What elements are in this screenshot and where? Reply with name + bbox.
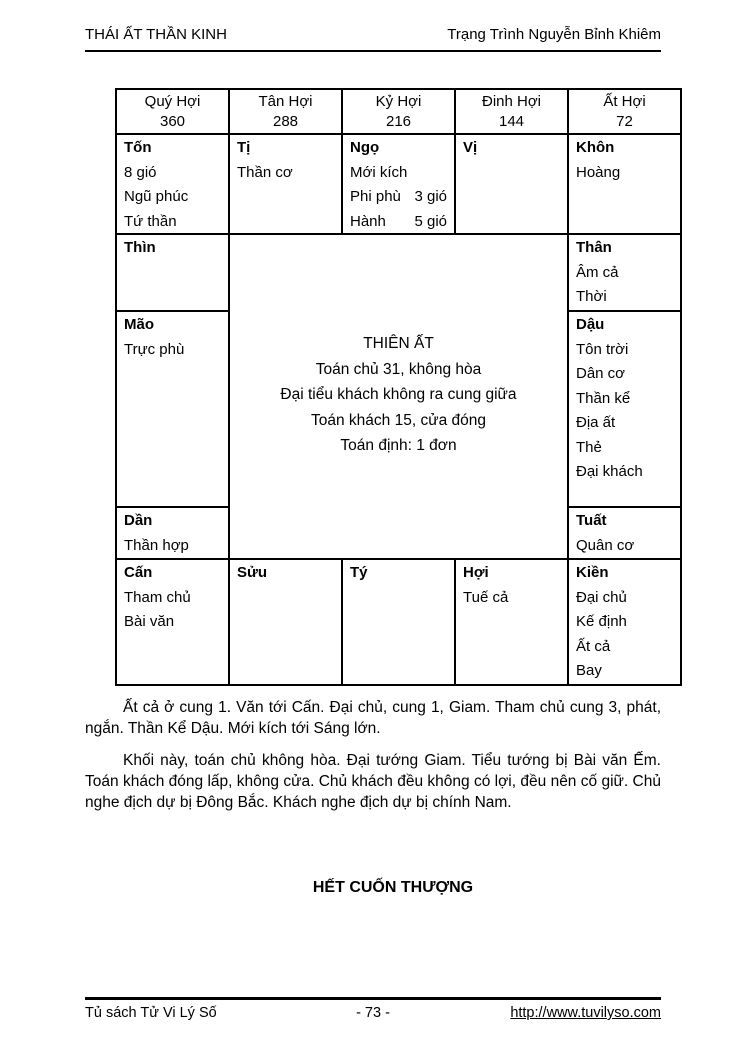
header-cell-value: 144: [498, 113, 525, 130]
palace-label: Dậu: [576, 316, 605, 333]
cell-line: Hoàng: [576, 163, 621, 181]
divination-table: [115, 88, 682, 686]
header-cell-value: 288: [272, 113, 299, 130]
table-header-cell: [456, 90, 567, 133]
header-cell-value: 72: [616, 113, 633, 130]
cell-line: Đại chủ: [576, 588, 627, 606]
header-cell-value: 216: [385, 113, 412, 130]
interpretation-text: [85, 697, 661, 813]
cell-line: Thời: [576, 288, 607, 305]
palace-cell-hoi: [456, 560, 567, 684]
cell-line: Tôn trời: [576, 340, 629, 358]
cell-line: Thẻ: [576, 438, 602, 456]
header-cell-value: 360: [159, 113, 186, 130]
palace-label: Tốn: [124, 139, 152, 156]
palace-label: Thân: [576, 239, 612, 256]
table-header-cell: [117, 90, 228, 133]
cell-line: Đại khách: [576, 463, 643, 480]
palace-cell-khon: [569, 135, 680, 233]
cell-line-pair: [350, 185, 447, 210]
cell-line-pair: [350, 210, 447, 234]
center-line: Toán khách 15, cửa đóng: [311, 411, 486, 429]
cell-line: Tứ thần: [124, 212, 177, 230]
palace-cell-can: [117, 560, 228, 684]
palace-cell-ton: [117, 135, 228, 233]
page-header: [85, 26, 661, 52]
center-summary-cell: [230, 235, 567, 558]
header-author: Trạng Trình Nguyễn Bỉnh Khiêm: [447, 26, 661, 43]
cell-line: Kế định: [576, 613, 627, 630]
cell-line: Quân cơ: [576, 536, 635, 554]
pair-name: Hành: [350, 212, 386, 230]
palace-label: Ngọ: [350, 139, 380, 156]
header-book-title: THÁI ẤT THẦN KINH: [85, 26, 227, 43]
cell-line: Bay: [576, 662, 602, 679]
header-cell-title: Tân Hợi: [258, 93, 313, 110]
palace-label: Tý: [350, 564, 368, 581]
palace-label: Vị: [463, 139, 478, 156]
cell-line: Địa ất: [576, 414, 616, 431]
pair-name: Phi phù: [350, 188, 401, 205]
footer-library-name: Tủ sách Tử Vi Lý Số: [85, 1005, 217, 1021]
cell-line: 8 gió: [124, 163, 157, 181]
page-number: - 73 -: [356, 1005, 390, 1021]
pair-value: 5 gió: [414, 212, 447, 230]
cell-line: Bài văn: [124, 613, 175, 630]
table-header-cell: [569, 90, 680, 133]
palace-cell-vi: [456, 135, 567, 233]
cell-line: Ất cả: [576, 637, 611, 655]
table-header-cell: [230, 90, 341, 133]
cell-line: Mới kích: [350, 163, 408, 181]
paragraph: Khối này, toán chủ không hòa. Đại tướng Giam. Tiểu tướng bị Bài văn Ếm. Toán khách đóng lấp, không cửa. Chủ khách đều không có lợi, đều nên cố giữ. Chủ nghe địch dự bị Đông Bắc. Khách nghe địch dự bị chính Nam.: [85, 752, 661, 811]
palace-cell-mao: [117, 312, 228, 506]
cell-line: Dân cơ: [576, 365, 626, 382]
header-cell-title: Đinh Hợi: [481, 93, 542, 110]
cell-line: Ngũ phúc: [124, 188, 189, 205]
palace-cell-suu: [230, 560, 341, 684]
palace-label: Kiền: [576, 564, 609, 581]
header-cell-title: Kỷ Hợi: [375, 93, 422, 110]
palace-cell-tuat: [569, 508, 680, 558]
palace-cell-than: [569, 235, 680, 310]
palace-label: Hợi: [463, 564, 489, 581]
palace-cell-thin: [117, 235, 228, 310]
palace-cell-ty: [343, 560, 454, 684]
cell-line: Tuế cả: [463, 588, 509, 606]
center-line: Toán chủ 31, không hòa: [315, 360, 482, 378]
right-palace-column: [569, 235, 680, 558]
palace-label: Mão: [124, 316, 154, 333]
table-header-cell: [343, 90, 454, 133]
center-line: Toán định: 1 đơn: [340, 437, 457, 454]
cell-line: Thần cơ: [237, 163, 293, 181]
palace-label: Khôn: [576, 139, 615, 156]
cell-line: Tham chủ: [124, 588, 191, 606]
header-cell-title: Quý Hợi: [144, 93, 201, 110]
header-cell-title: Ất Hợi: [603, 93, 646, 110]
palace-cell-kien: [569, 560, 680, 684]
footer-website-link[interactable]: http://www.tuvilyso.com: [510, 1005, 661, 1021]
palace-label: Cấn: [124, 564, 153, 581]
palace-label: Tị: [237, 139, 251, 156]
center-line: Đại tiểu khách không ra cung giữa: [280, 386, 517, 403]
cell-line: Thần kể: [576, 389, 631, 407]
left-palace-column: [117, 235, 228, 558]
cell-line: Trực phù: [124, 340, 185, 358]
palace-label: Sửu: [237, 564, 268, 581]
paragraph: Ất cả ở cung 1. Văn tới Cấn. Đại chủ, cung 1, Giam. Tham chủ cung 3, phát, ngắn. Thần Kể Dậu. Mới kích tới Sáng lớn.: [85, 699, 661, 737]
palace-cell-ti: [230, 135, 341, 233]
palace-label: Thìn: [124, 239, 156, 256]
palace-cell-ngo: [343, 135, 454, 233]
closing-heading: HẾT CUỐN THƯỢNG: [312, 879, 474, 896]
palace-cell-dan: [117, 508, 228, 558]
page-footer: [85, 997, 661, 1021]
cell-line: Âm cả: [576, 263, 619, 281]
cell-line: Thần hợp: [124, 536, 189, 554]
center-title: THIÊN ẤT: [363, 335, 434, 352]
palace-cell-dau: [569, 312, 680, 506]
palace-label: Tuất: [576, 512, 607, 529]
pair-value: 3 gió: [414, 188, 447, 205]
palace-label: Dần: [124, 512, 153, 529]
